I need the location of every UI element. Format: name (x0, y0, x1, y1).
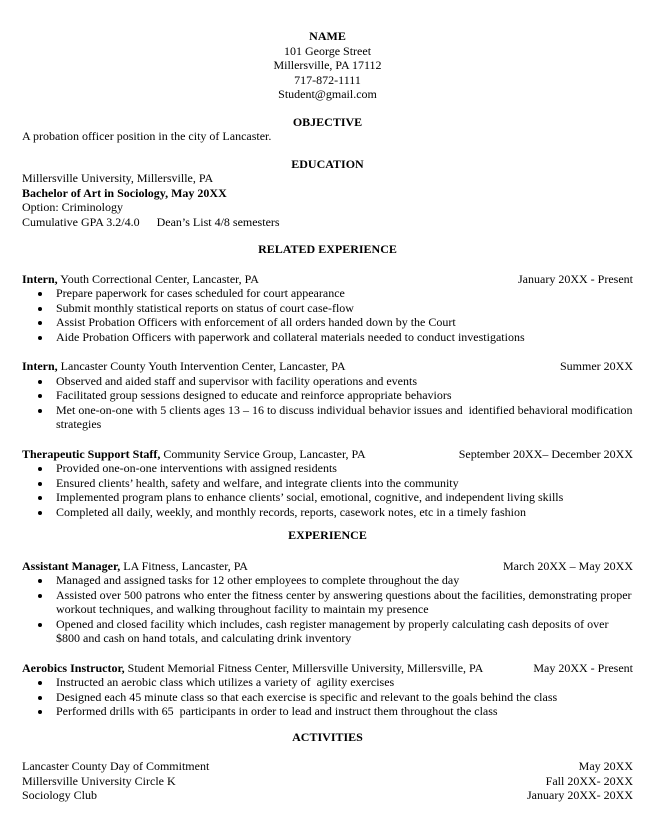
job-duties (22, 286, 633, 344)
job-duty: • Submit monthly statistical reports on status of court case-flow (52, 301, 633, 316)
job-title: Therapeutic Support Staff, (22, 446, 161, 461)
education-deans-list: Dean’s List 4/8 semesters (156, 214, 280, 229)
activity-name: Lancaster County Day of Commitment (22, 759, 210, 773)
job-entry (22, 359, 636, 432)
job-duty: • Aide Probation Officers with paperwork and collateral materials needed to conduct investigations (52, 330, 633, 345)
job-dates: March 20XX – May 20XX (503, 558, 633, 573)
job-duty: • Observed and aided staff and supervisor with facility operations and events (52, 374, 633, 389)
job-dates: Summer 20XX (560, 359, 633, 373)
job-duty: • Provided one-on-one interventions with assigned residents (52, 461, 633, 476)
job-entry (22, 447, 633, 520)
job-head (22, 559, 633, 574)
job-duty: • Performed drills with 65 participants in order to lead and instruct them throughout the class (52, 704, 633, 719)
job-duty: • Facilitated group sessions designed to educate and reinforce appropriate behaviors (52, 388, 633, 403)
section-experience (22, 528, 633, 719)
activity-dates: Fall 20XX- 20XX (545, 773, 633, 788)
related-experience-heading: RELATED EXPERIENCE (258, 242, 397, 256)
job-duties (22, 373, 636, 432)
activity-dates: May 20XX (578, 759, 633, 773)
job-head (22, 272, 633, 287)
education-degree: Bachelor of Art in Sociology, May 20XX (22, 185, 227, 200)
candidate-name: NAME (309, 29, 346, 43)
job-entry (22, 559, 633, 646)
activity-dates: January 20XX- 20XX (527, 788, 633, 802)
job-duties (22, 461, 633, 519)
email-address: Student@gmail.com (278, 87, 377, 101)
job-duty: • Assist Probation Officers with enforcement of all orders handed down by the Court (52, 315, 633, 330)
activity-row (22, 774, 633, 789)
job-duty: • Ensured clients’ health, safety and welfare, and integrate clients into the community (52, 476, 633, 491)
job-title: Intern, (22, 359, 58, 373)
education-gpa: Cumulative GPA 3.2/4.0 (22, 214, 140, 229)
activities-heading: ACTIVITIES (292, 729, 363, 744)
job-dates: September 20XX– December 20XX (458, 446, 633, 461)
education-heading: EDUCATION (291, 156, 364, 171)
activity-name: Millersville University Circle K (22, 773, 176, 788)
job-org: LA Fitness, Lancaster, PA (120, 558, 248, 573)
job-duty: • Designed each 45 minute class so that each exercise is specific and relevant to the goals behind the class (52, 690, 633, 705)
job-duty: • Prepare paperwork for cases scheduled for court appearance (52, 286, 633, 301)
job-title-line (22, 272, 259, 287)
experience-heading: EXPERIENCE (288, 528, 367, 542)
job-duty: • Managed and assigned tasks for 12 other employees to complete throughout the day (52, 573, 633, 588)
job-duty: • Instructed an aerobic class which utilizes a variety of agility exercises (52, 675, 633, 690)
objective-heading: OBJECTIVE (292, 114, 363, 129)
job-head (22, 661, 633, 676)
job-dates: January 20XX - Present (518, 271, 633, 286)
job-title: Intern, (22, 271, 58, 286)
job-dates: May 20XX - Present (533, 660, 633, 675)
job-title: Aerobics Instructor, (22, 660, 125, 675)
job-head (22, 359, 633, 374)
job-duties (22, 675, 633, 719)
section-objective (22, 115, 633, 144)
job-head (22, 447, 633, 462)
job-entry (22, 661, 633, 719)
resume-header (22, 29, 633, 102)
section-activities (22, 730, 633, 803)
phone-number: 717-872-1111 (294, 72, 361, 87)
job-org: Youth Correctional Center, Lancaster, PA (57, 271, 259, 286)
section-education (22, 157, 633, 230)
activity-name: Sociology Club (22, 788, 98, 802)
job-org: Community Service Group, Lancaster, PA (160, 446, 366, 461)
job-duties (22, 573, 633, 646)
job-title-line (22, 447, 366, 462)
job-duty: • Opened and closed facility which includes, cash register management by properly calculating cash deposits of over $800 and cash on hand totals, and calculating drink inventory (52, 617, 633, 646)
education-option: Option: Criminology (22, 200, 124, 214)
job-title-line (22, 359, 346, 374)
education-school: Millersville University, Millersville, PA (22, 171, 214, 185)
job-duty: • Met one-on-one with 5 clients ages 13 – 16 to discuss individual behavior issues and identified behavioral modification strategies (52, 403, 633, 432)
section-related-experience (22, 242, 636, 519)
job-duty: • Implemented program plans to enhance clients’ social, emotional, cognitive, and independent living skills (52, 490, 633, 505)
address-city-state-zip: Millersville, PA 17112 (273, 58, 382, 72)
activity-row (22, 788, 633, 803)
address-street: 101 George Street (283, 43, 372, 58)
job-duty: • Completed all daily, weekly, and monthly records, reports, casework notes, etc in a timely fashion (52, 505, 633, 520)
job-duty: • Assisted over 500 patrons who enter the fitness center by answering questions about the facilities, demonstrating proper workout techniques, and walking throughout facility to maintain my presence (52, 588, 633, 617)
objective-text: A probation officer position in the city of Lancaster. (22, 129, 272, 143)
job-title-line (22, 559, 248, 574)
activity-row (22, 759, 633, 774)
job-org: Student Memorial Fitness Center, Millersville University, Millersville, PA (124, 660, 484, 675)
job-title: Assistant Manager, (22, 558, 121, 573)
education-gpa-row (22, 215, 633, 230)
job-org: Lancaster County Youth Intervention Center, Lancaster, PA (57, 359, 346, 373)
job-entry (22, 272, 633, 345)
job-title-line (22, 661, 483, 676)
